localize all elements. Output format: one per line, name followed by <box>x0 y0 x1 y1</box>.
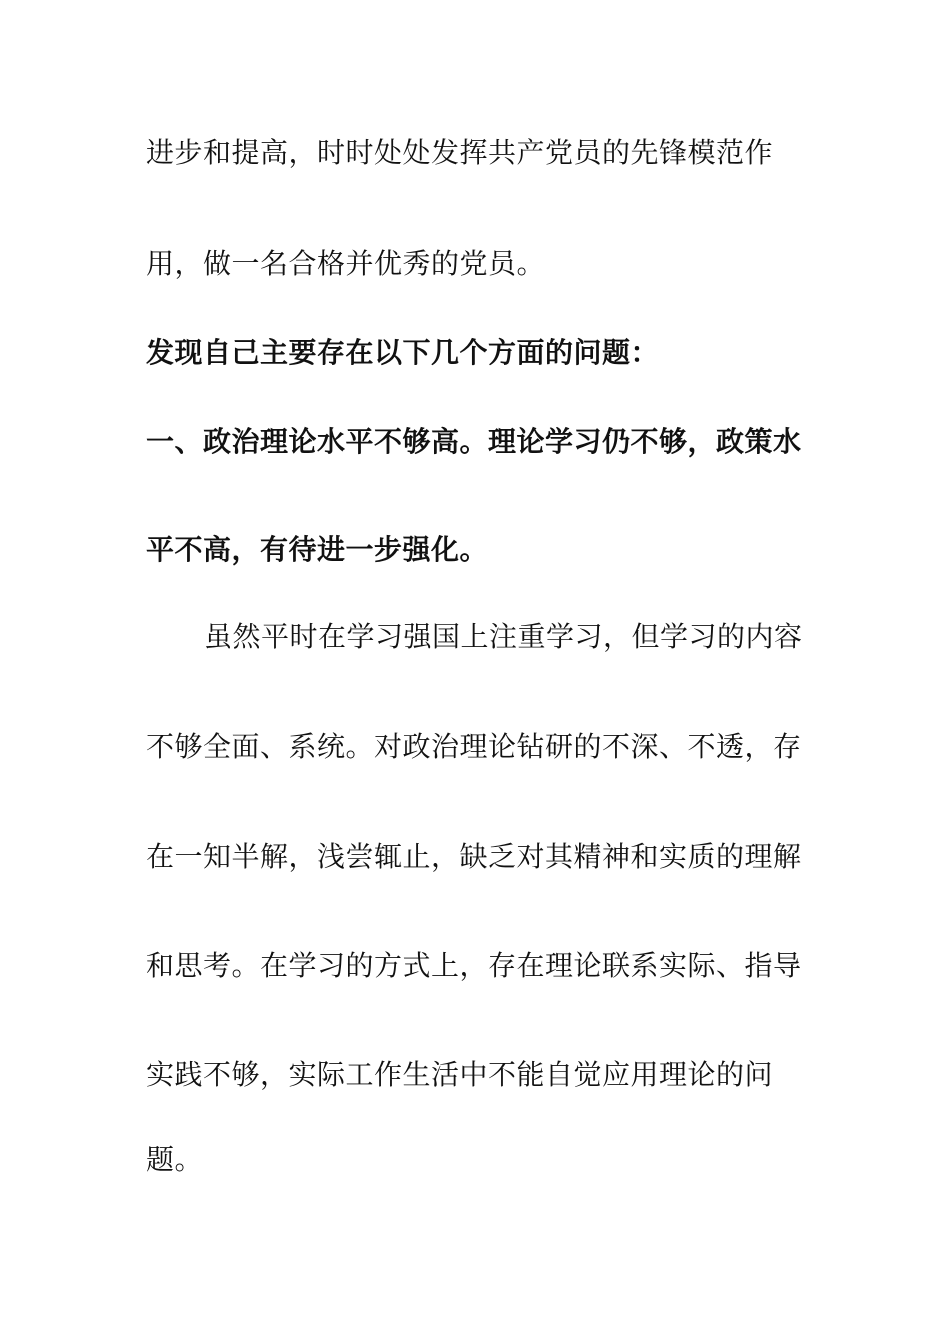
paragraph-line: 和思考。在学习的方式上，存在理论联系实际、指导 <box>146 949 802 982</box>
paragraph-line: 虽然平时在学习强国上注重学习，但学习的内容 <box>204 620 803 653</box>
paragraph-line: 进步和提高，时时处处发挥共产党员的先锋模范作 <box>146 136 774 169</box>
paragraph-line: 实践不够，实际工作生活中不能自觉应用理论的问 <box>146 1058 774 1091</box>
section-heading-line: 平不高，有待进一步强化。 <box>146 533 489 566</box>
section-heading-line: 一、政治理论水平不够高。理论学习仍不够，政策水 <box>146 425 802 458</box>
paragraph-line: 题。 <box>146 1143 204 1176</box>
paragraph-line: 用，做一名合格并优秀的党员。 <box>146 247 546 280</box>
section-intro-heading: 发现自己主要存在以下几个方面的问题： <box>146 336 660 369</box>
paragraph-line: 在一知半解，浅尝辄止，缺乏对其精神和实质的理解 <box>146 840 802 873</box>
paragraph-line: 不够全面、系统。对政治理论钻研的不深、不透，存 <box>146 730 802 763</box>
